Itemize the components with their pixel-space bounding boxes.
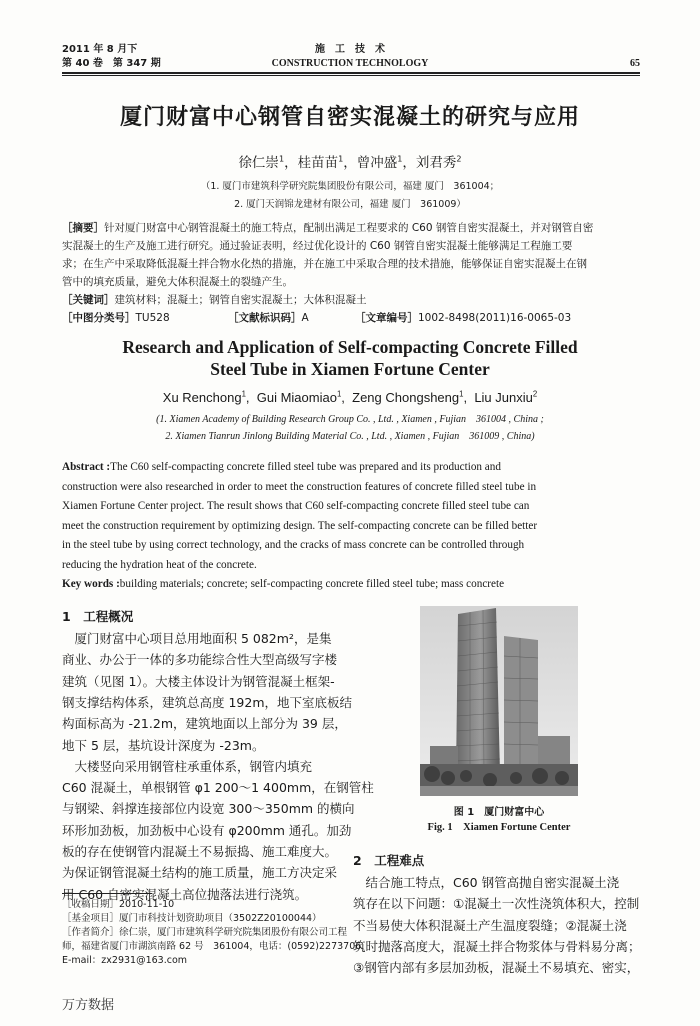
title-en-2: Steel Tube in Xiamen Fortune Center [210,359,490,379]
figure-1-photo [420,606,578,796]
keywords-en: building materials; concrete; self-compacting concrete filled steel tube; mass concrete [119,578,505,590]
issue-date: 2011 年 8 月下 [62,44,138,55]
keywords-cn-label: ［关键词］ [62,294,115,306]
article-id: 1002-8498(2011)16-0065-03 [418,312,572,324]
clc-number: TU528 [135,312,170,324]
figure-1-caption-cn: 图 1 厦门财富中心 [453,807,545,818]
keywords-en-label: Key words : [62,578,120,590]
title-cn: 厦门财富中心钢管自密实混凝土的研究与应用 [119,105,580,130]
journal-title-cn: 施 工 技 术 [315,44,385,55]
affiliation-cn-2: 2. 厦门天润锦龙建材有限公司，福建 厦门 361009） [234,199,466,210]
footnote-rule [62,893,152,894]
page-number: 65 [630,58,640,69]
authors-cn: 徐仁崇$^1$，桂苗苗$^1$，曾冲盛$^1$，刘君秀$^2$ [238,153,462,171]
title-en-1: Research and Application of Self-compacting Concrete Filled [122,337,578,357]
abstract-cn-label: ［摘要］ [62,222,104,234]
watermark: 万方数据 [62,998,115,1013]
keywords-cn: 建筑材料；混凝土；钢管自密实混凝土；大体积混凝土 [114,294,367,306]
header-rule-thin [62,75,640,76]
abstract-en-label: Abstract : [62,461,111,473]
received-date: ［收稿日期］2010-11-10 [62,899,175,910]
section-1-heading: 1 工程概况 [62,609,134,624]
authors-en: Xu Renchong$^1$, Gui Miaomiao$^1$, Zeng Chongsheng$^1$, Liu Junxiu$^2$ [162,389,538,405]
figure-1-caption-en: Fig. 1 Xiamen Fortune Center [427,822,571,833]
affiliation-cn-1: （1. 厦门市建筑科学研究院集团股份有限公司，福建 厦门 361004； [200,181,500,192]
affiliation-en-2: 2. Xiamen Tianrun Jinlong Building Material Co. , Ltd. , Xiamen , Fujian 361009 , China) [165,431,535,442]
journal-title-en: CONSTRUCTION TECHNOLOGY [271,58,429,69]
author-bio: ［作者简介］徐仁崇，厦门市建筑科学研究院集团股份有限公司工程 [62,927,348,938]
volume-issue: 第 40 卷 第 347 期 [62,58,161,69]
section-2-heading: 2 工程难点 [353,853,425,868]
author-email: E-mail：zx2931@163.com [62,955,188,966]
fund-project: ［基金项目］厦门市科技计划资助项目（3502Z20100044） [62,913,322,924]
document-code: A [301,312,309,324]
affiliation-en-1: (1. Xiamen Academy of Building Research Group Co. , Ltd. , Xiamen , Fujian 361004 , China ; [156,414,544,425]
header-rule [62,72,640,74]
